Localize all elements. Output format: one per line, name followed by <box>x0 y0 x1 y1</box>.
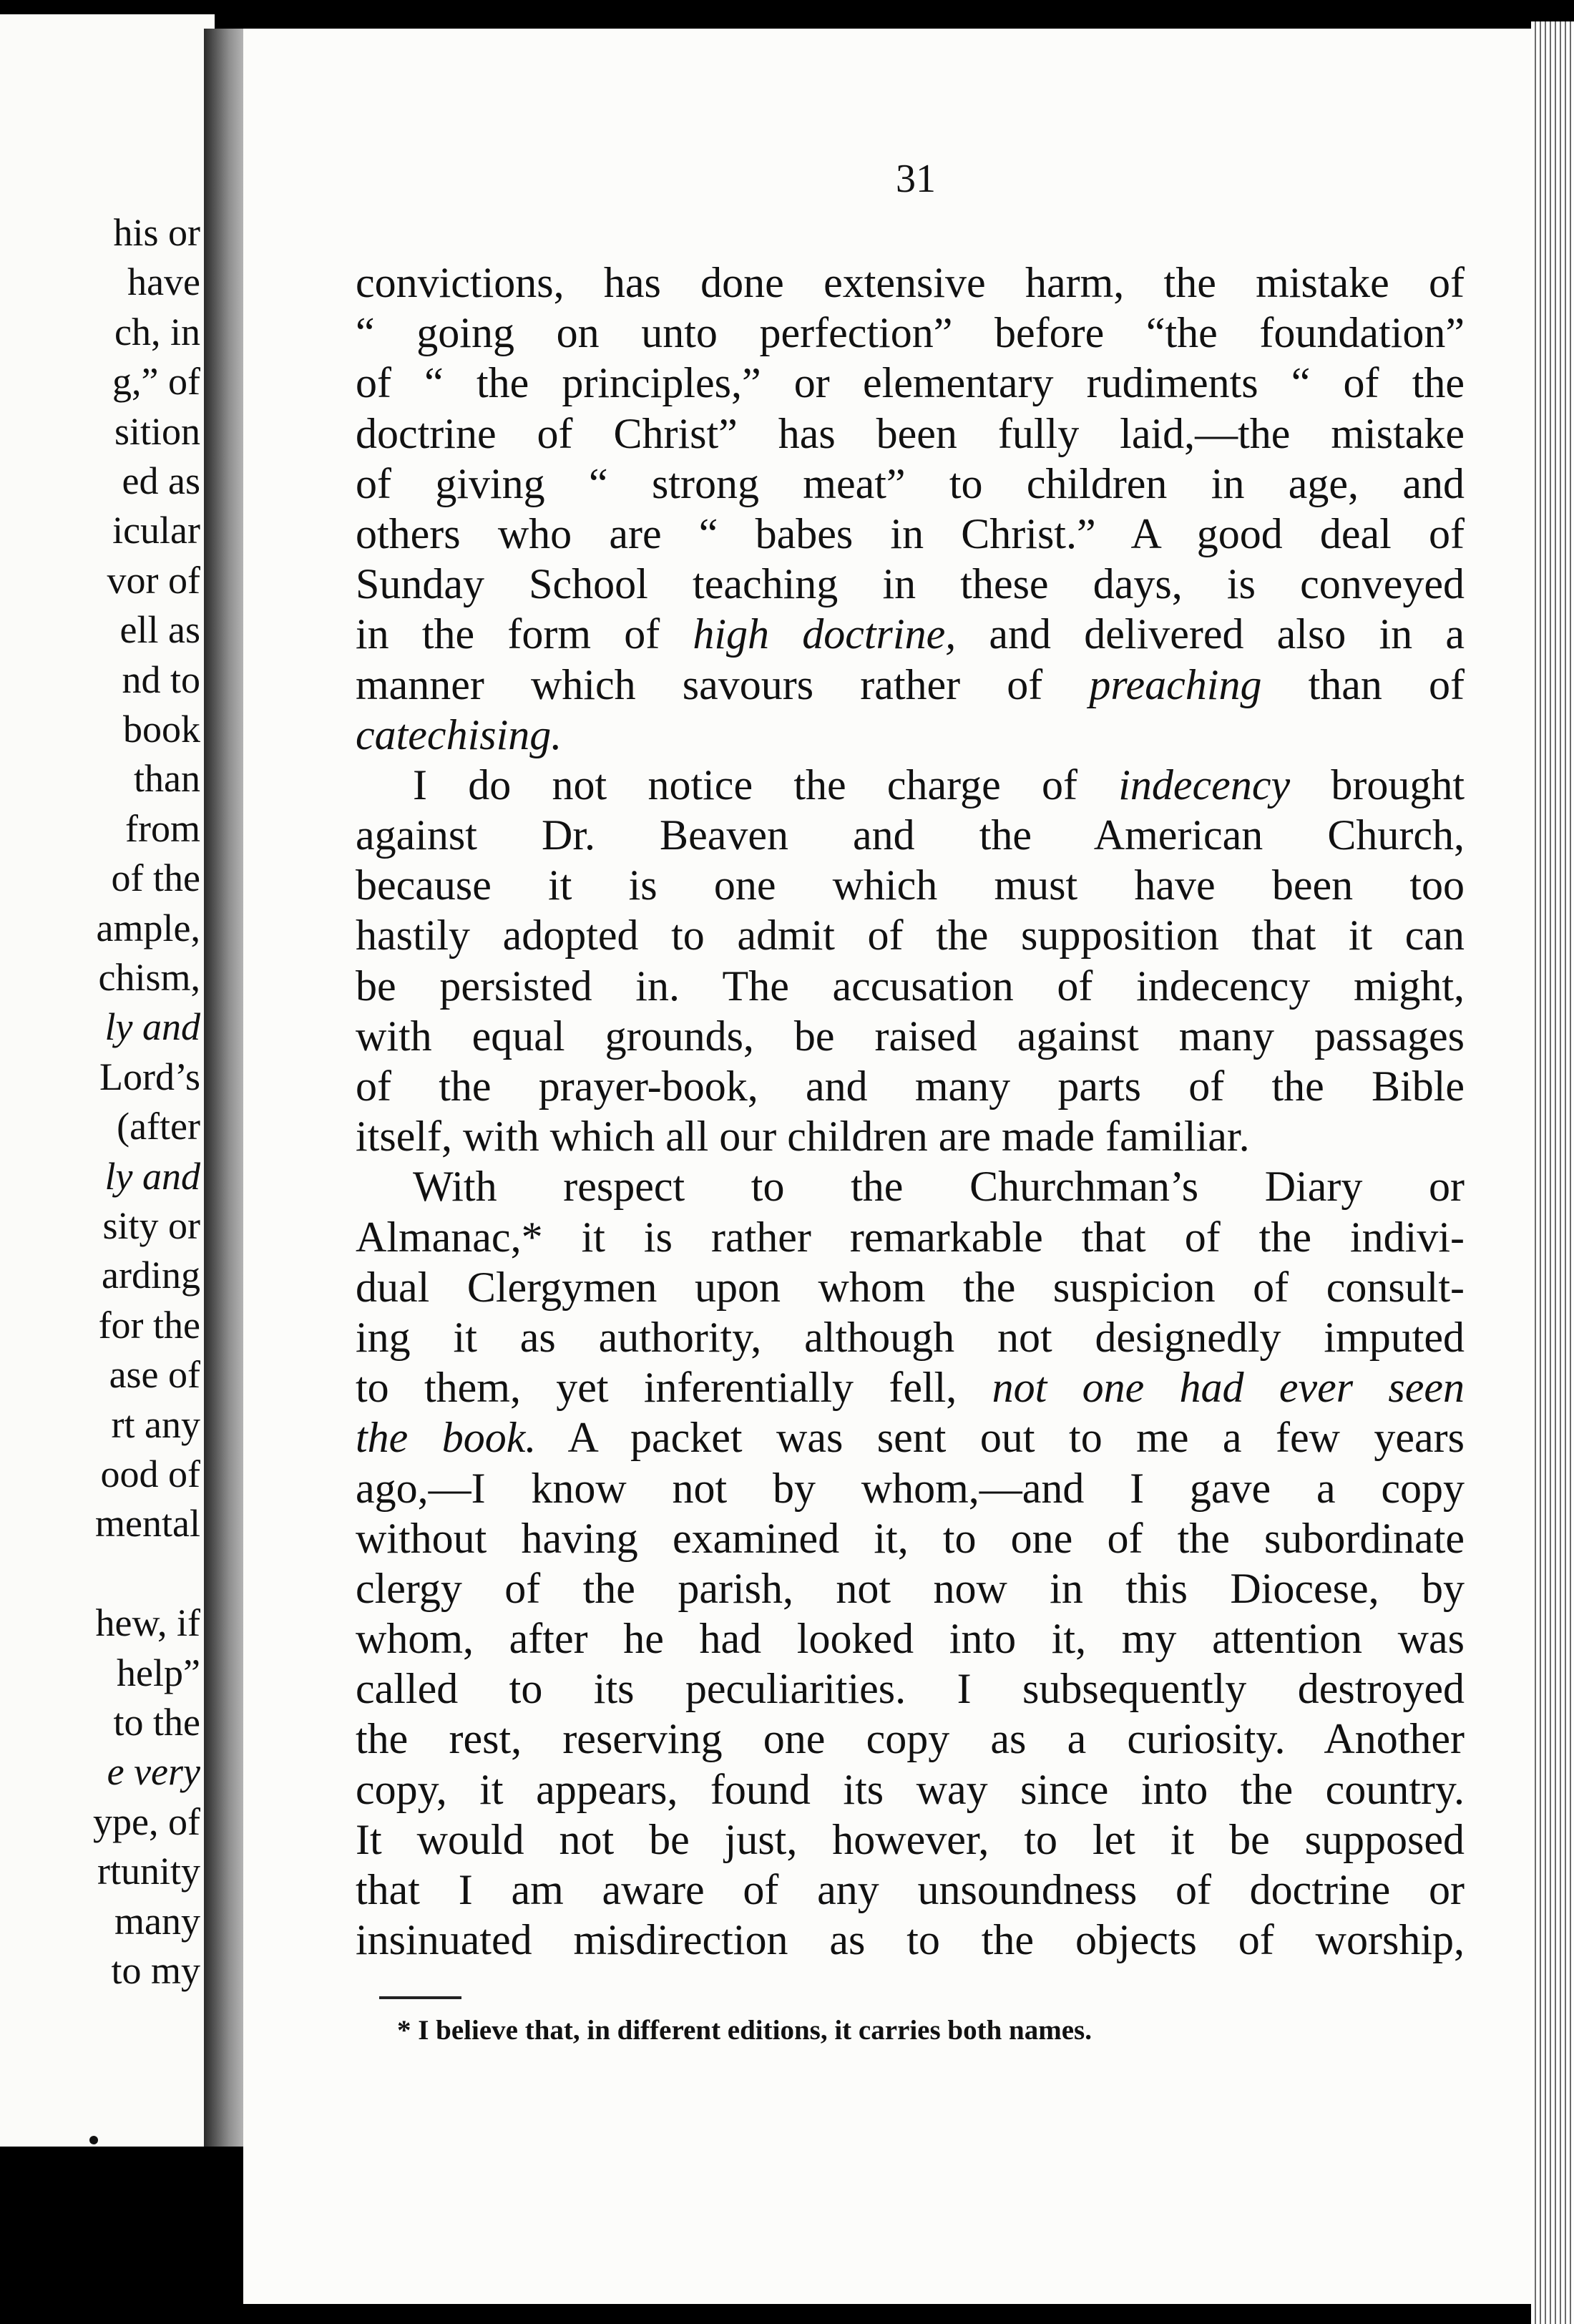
left-page-line: ype, of <box>93 1800 200 1843</box>
left-page-line: his or <box>113 211 200 254</box>
text-line: against Dr. Beaven and the American Church, <box>356 811 1465 859</box>
text-line: convictions, has done extensive harm, the mistake of <box>356 259 1465 306</box>
text-line: with equal grounds, be raised against many passages <box>356 1012 1465 1060</box>
text-line: be persisted in. The accusation of indecency might, <box>356 962 1465 1010</box>
text-line <box>356 660 1465 710</box>
text-line: clergy of the parish, not now in this Diocese, by <box>356 1564 1465 1612</box>
left-page-line: rt any <box>111 1402 200 1446</box>
left-page-line: ly and <box>104 1154 200 1198</box>
left-page-line: sity or <box>102 1204 200 1247</box>
left-page-line: ed as <box>122 459 200 502</box>
left-page-line: ell as <box>119 608 200 652</box>
left-page-line: mental <box>95 1502 200 1546</box>
italic-span: preaching <box>1089 660 1262 708</box>
text-line: ing it as authority, although not designedly imputed <box>356 1313 1465 1361</box>
left-page-line: have <box>127 260 200 304</box>
text-line: the rest, reserving one copy as a curiosity. Another <box>356 1715 1465 1763</box>
text-line: that I am aware of any unsoundness of doctrine or <box>356 1866 1465 1913</box>
page-number: 31 <box>896 157 936 201</box>
text-line: With respect to the Churchman’s Diary or <box>413 1163 1465 1211</box>
left-page-line: Lord’s <box>99 1055 200 1098</box>
text-line <box>356 1362 1465 1412</box>
text-span: manner which savours rather of <box>356 660 1090 708</box>
left-page-line: help” <box>117 1651 200 1694</box>
left-page-line: ood of <box>100 1452 200 1495</box>
text-line <box>356 760 1465 810</box>
left-page-line: hew, if <box>95 1601 200 1645</box>
left-page-line: ch, in <box>114 310 200 353</box>
text-line: ago,—I know not by whom,—and I gave a copy <box>356 1464 1465 1512</box>
left-page-line: of the <box>111 856 200 900</box>
text-line: of “ the principles,” or elementary rudiments “ of the <box>356 359 1465 407</box>
left-page-line: ample, <box>96 906 200 949</box>
left-page-line: ase of <box>109 1353 200 1397</box>
left-page-line: than <box>134 757 200 801</box>
text-line: “ going on unto perfection” before “the foundation” <box>356 309 1465 357</box>
footnote: * I believe that, in different editions, it carries both names. <box>397 2015 1092 2046</box>
left-page-line: g,” of <box>112 360 200 404</box>
left-page-line: rtunity <box>97 1850 200 1893</box>
left-page-line: from <box>125 806 200 850</box>
left-page-line: arding <box>102 1254 200 1297</box>
text-line: of the prayer-book, and many parts of the Bible <box>356 1063 1465 1110</box>
text-line: catechising. <box>356 711 562 758</box>
text-line: It would not be just, however, to let it be supposed <box>356 1815 1465 1863</box>
text-line: because it is one which must have been too <box>356 861 1465 909</box>
italic-span: not one had ever seen <box>992 1364 1465 1412</box>
italic-span: the book. <box>356 1414 537 1462</box>
italic-span: indecency <box>1118 761 1291 809</box>
left-page-line: nd to <box>122 658 200 701</box>
left-page-line: to the <box>113 1701 200 1744</box>
text-line <box>356 1412 1465 1463</box>
text-line: others who are “ babes in Christ.” A good deal of <box>356 509 1465 557</box>
text-line: Sunday School teaching in these days, is conveyed <box>356 560 1465 608</box>
footnote-rule <box>379 1996 461 1999</box>
left-page-line: vor of <box>107 558 200 602</box>
text-line: whom, after he had looked into it, my attention was <box>356 1615 1465 1663</box>
left-page-fragment <box>0 14 215 2147</box>
text-span: brought <box>1290 761 1465 809</box>
left-page-line: ly and <box>104 1005 200 1049</box>
ink-dot <box>89 2136 98 2144</box>
left-page-line: (after <box>117 1105 200 1148</box>
text-span: than of <box>1261 660 1465 708</box>
text-line: of giving “ strong meat” to children in age, and <box>356 459 1465 507</box>
text-span: and delivered also in a <box>956 610 1465 658</box>
left-page-line: book <box>123 708 200 751</box>
left-page-line: to my <box>111 1949 200 1992</box>
text-span: A packet was sent out to me a few years <box>536 1414 1465 1462</box>
left-page-line: e very <box>107 1750 200 1794</box>
text-line <box>356 609 1465 659</box>
left-page-line: many <box>114 1899 200 1943</box>
text-line: itself, with which all our children are made familiar. <box>356 1113 1250 1161</box>
text-span: in the form of <box>356 610 693 658</box>
text-line: insinuated misdirection as to the objects of worship, <box>356 1916 1465 1964</box>
left-page-line: for the <box>98 1303 200 1347</box>
text-line: doctrine of Christ” has been fully laid,—the mistake <box>356 409 1465 457</box>
left-page-line: icular <box>112 509 200 552</box>
text-line: dual Clergymen upon whom the suspicion of consult- <box>356 1263 1465 1311</box>
text-line: hastily adopted to admit of the supposition that it can <box>356 912 1465 960</box>
text-line: copy, it appears, found its way since into the country. <box>356 1765 1465 1813</box>
left-page-line: chism, <box>98 956 200 999</box>
text-span: I do not notice the charge of <box>413 761 1119 809</box>
text-span: to them, yet inferentially fell, <box>356 1364 992 1412</box>
italic-span: high doctrine, <box>693 610 957 658</box>
text-line: called to its peculiarities. I subsequently destroyed <box>356 1665 1465 1713</box>
left-page-line: sition <box>114 409 200 453</box>
text-line: without having examined it, to one of the subordinate <box>356 1514 1465 1562</box>
page-edges <box>1531 21 1574 2324</box>
main-text <box>356 258 1465 1965</box>
text-line: Almanac,* it is rather remarkable that of the indivi- <box>356 1213 1465 1261</box>
